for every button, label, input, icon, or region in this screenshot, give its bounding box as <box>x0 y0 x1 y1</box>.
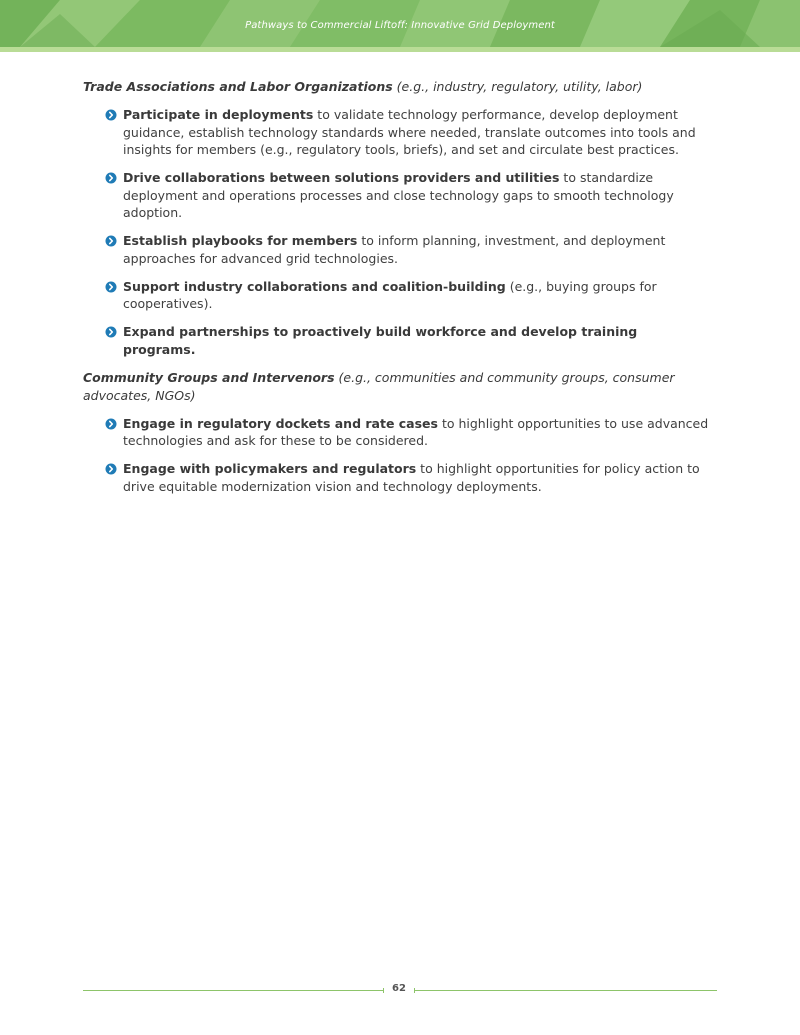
item-text: to validate technology performance, develop deployment guidance, establish technology standards where needed, translate outcomes into tools and insights for members (e.g., regulatory tools, briefs), and set and circulate best practices. <box>123 107 696 157</box>
section-title: Trade Associations and Labor Organizations <box>83 79 393 94</box>
list-item <box>83 323 713 358</box>
list-item <box>83 278 713 313</box>
item-text: (e.g., buying groups for cooperatives). <box>123 278 657 311</box>
chevron-right-circle-icon <box>105 235 117 247</box>
document-title: Pathways to Commercial Liftoff: Innovative Grid Deployment <box>245 20 555 31</box>
item-text: to highlight opportunities for policy action to drive equitable modernization vision and technology deployments. <box>123 461 700 494</box>
chevron-right-circle-icon <box>105 326 117 338</box>
section-title: Community Groups and Intervenors <box>83 369 335 385</box>
bullet-list <box>83 106 713 358</box>
bullet-list <box>83 415 713 496</box>
list-item <box>83 415 713 450</box>
item-lead: Expand partnerships to proactively build workforce and develop training programs. <box>123 324 638 357</box>
item-lead: Engage in regulatory dockets and rate cases <box>123 415 438 431</box>
item-lead: Drive collaborations between solutions providers and utilities <box>123 170 560 185</box>
section-heading <box>83 78 713 96</box>
item-lead: Participate in deployments <box>123 107 314 122</box>
list-item <box>83 106 713 159</box>
chevron-right-circle-icon <box>105 281 117 293</box>
header-divider <box>0 47 800 52</box>
item-lead: Establish playbooks for members <box>123 233 358 248</box>
chevron-right-circle-icon <box>105 172 117 184</box>
chevron-right-circle-icon <box>105 109 117 121</box>
footer-rule-right <box>415 990 717 991</box>
section-subtitle: (e.g., communities and community groups, consumer advocates, NGOs) <box>83 369 675 403</box>
list-item <box>83 460 713 495</box>
list-item <box>83 232 713 267</box>
item-lead: Support industry collaborations and coalition-building <box>123 278 506 294</box>
list-item <box>83 169 713 222</box>
item-text: to highlight opportunities to use advanced technologies and ask for these to be considered. <box>123 415 709 448</box>
section-subtitle: (e.g., industry, regulatory, utility, labor) <box>396 79 643 94</box>
footer-rule-left <box>83 990 383 991</box>
chevron-right-circle-icon <box>105 463 117 475</box>
item-text: to inform planning, investment, and deployment approaches for advanced grid technologies. <box>123 233 666 266</box>
page-number: 62 <box>392 983 406 994</box>
chevron-right-circle-icon <box>105 418 117 430</box>
item-lead: Engage with policymakers and regulators <box>123 461 417 476</box>
section-heading <box>83 369 713 405</box>
item-text: to standardize deployment and operations processes and close technology gaps to smooth technology adoption. <box>123 170 674 220</box>
page-header-banner <box>0 0 800 47</box>
page-content <box>83 78 713 506</box>
page-footer <box>83 983 717 997</box>
